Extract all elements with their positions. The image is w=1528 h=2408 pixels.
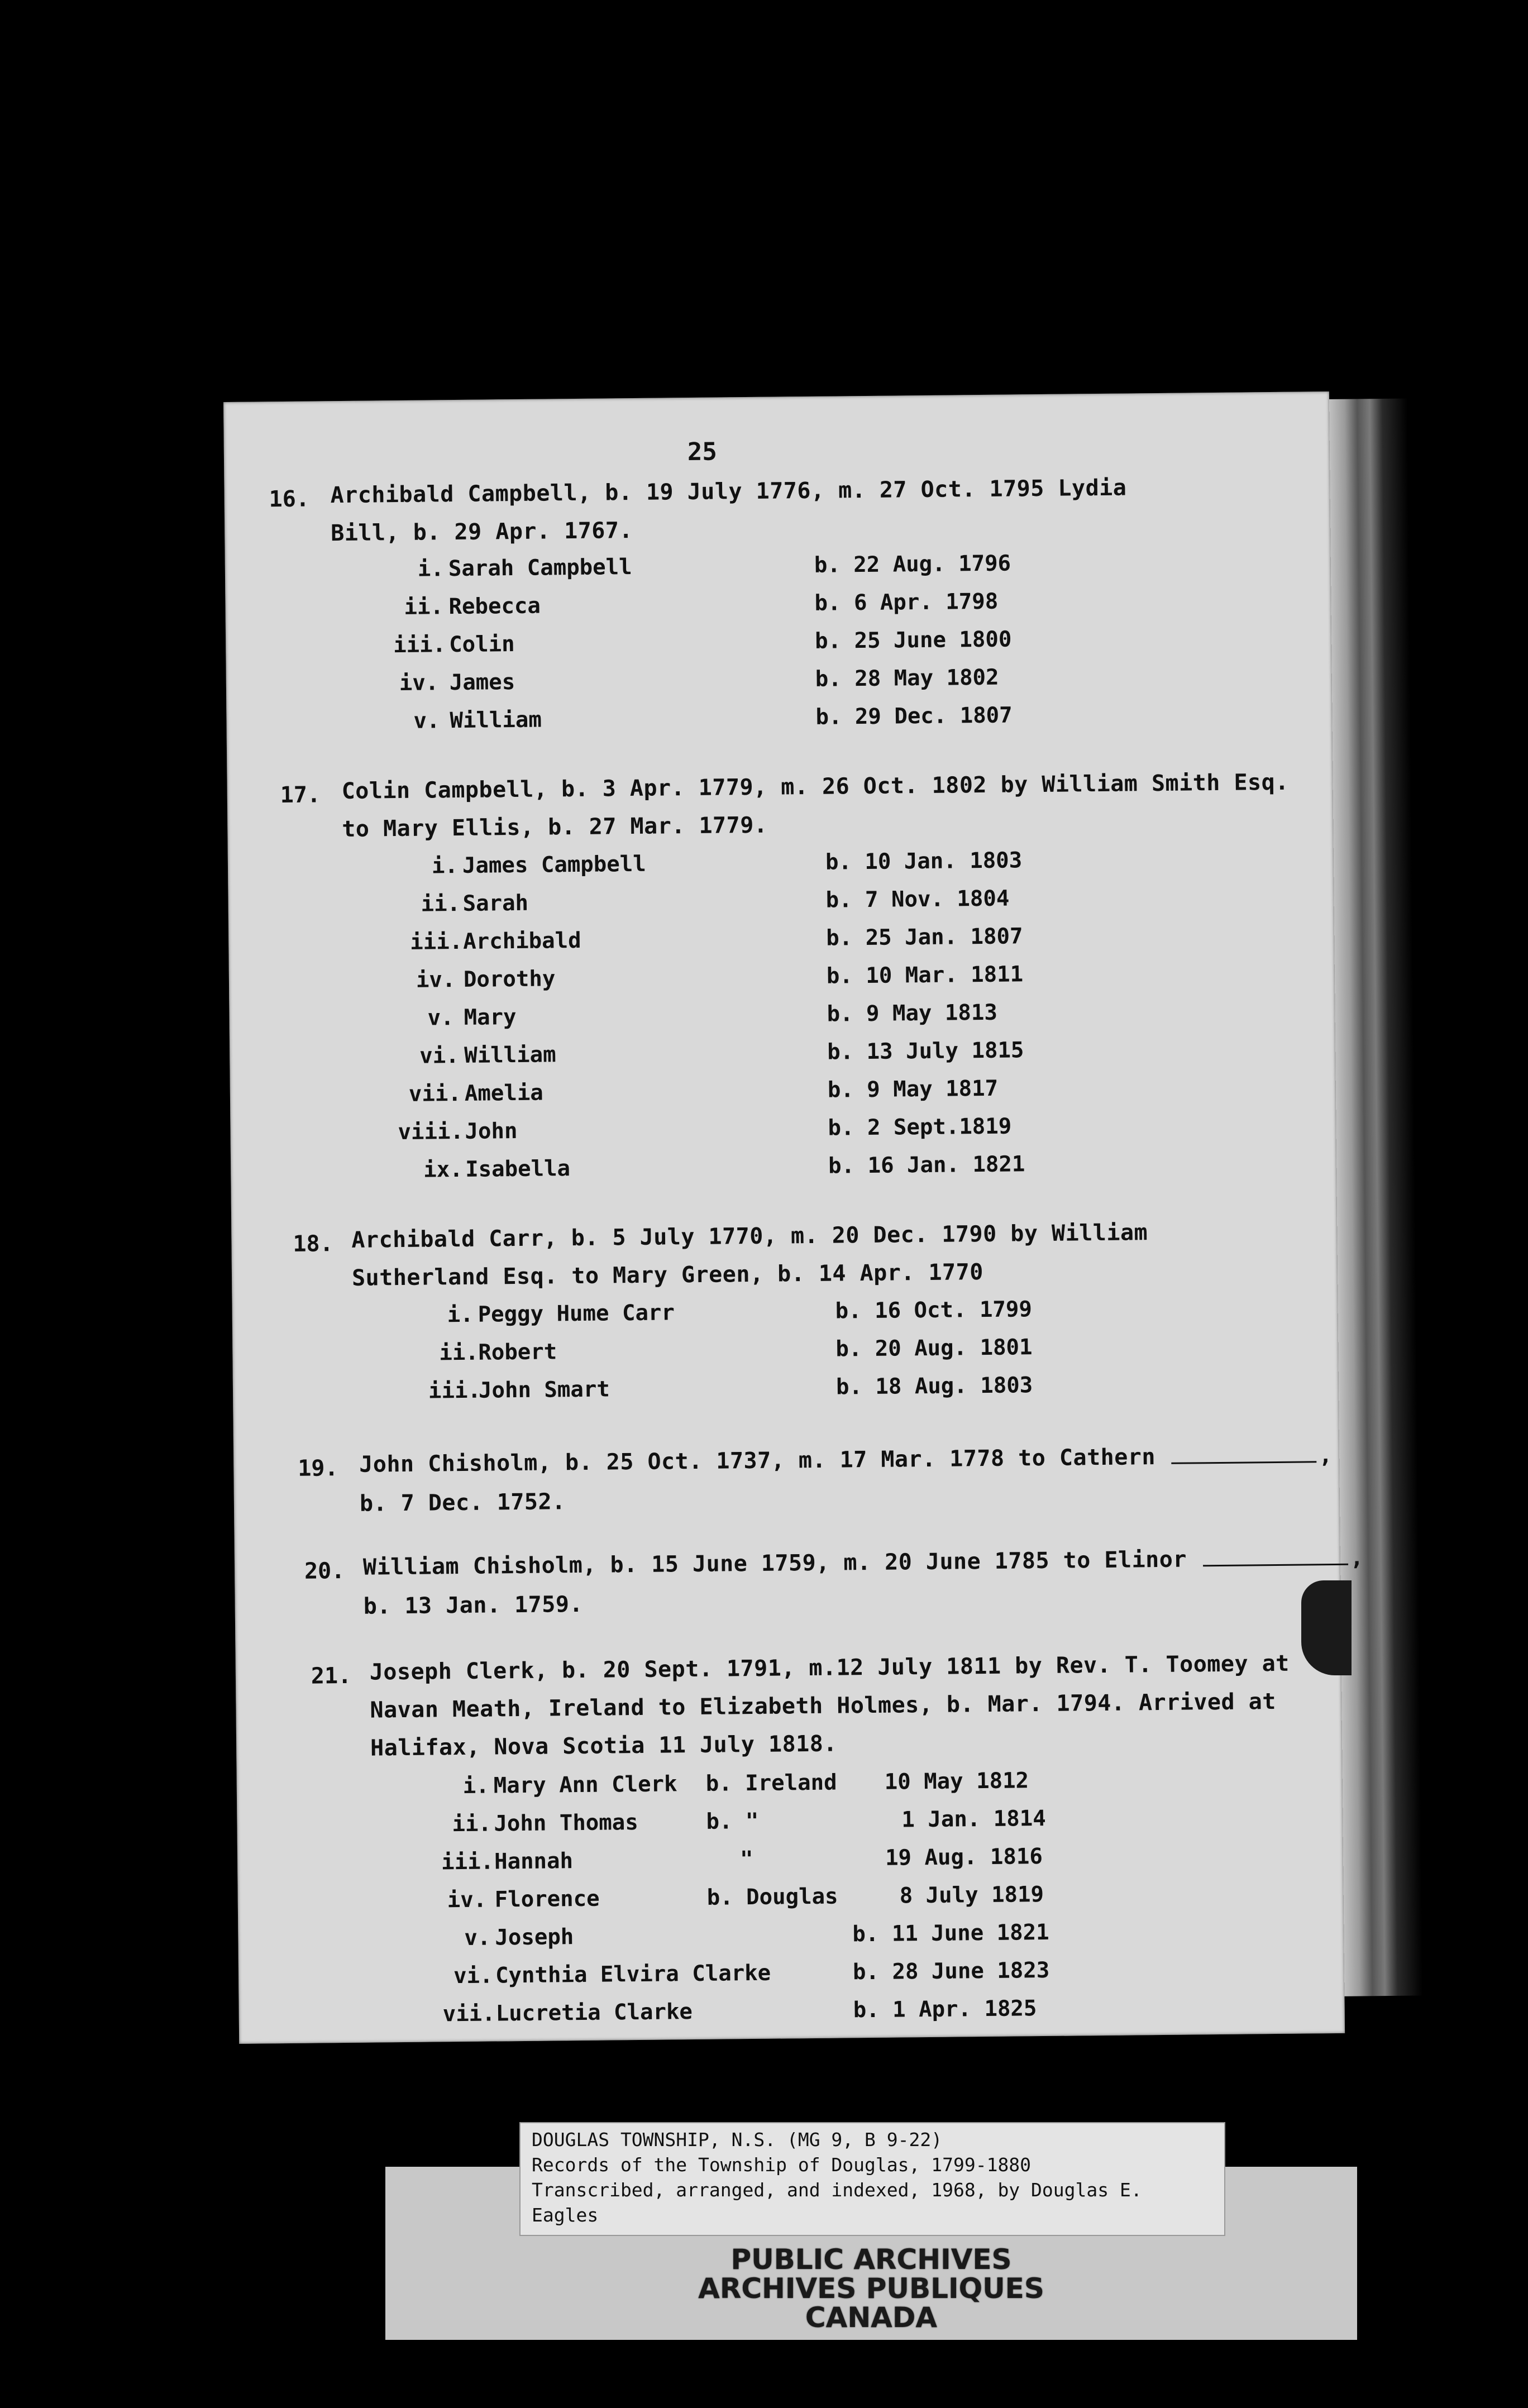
- child-index: i.: [417, 556, 445, 582]
- child-birthplace: b. Douglas: [706, 1884, 838, 1910]
- label-line: Eagles: [532, 2204, 599, 2226]
- child-name: Mary: [464, 1005, 517, 1030]
- page-number: 25: [687, 437, 718, 467]
- entry-line: Halifax, Nova Scotia 11 July 1818.: [370, 1731, 838, 1761]
- child-index: iv.: [447, 1887, 487, 1913]
- label-line: DOUGLAS TOWNSHIP, N.S. (MG 9, B 9-22): [532, 2129, 943, 2151]
- child-name: Peggy Hume Carr: [478, 1300, 675, 1327]
- archive-stamp-line: ARCHIVES PUBLIQUES: [698, 2272, 1044, 2305]
- child-name: Archibald: [463, 928, 581, 954]
- child-name: Rebecca: [448, 593, 541, 620]
- child-name: Joseph: [495, 1924, 574, 1951]
- child-index: iii.: [393, 632, 446, 658]
- child-name: Florence: [494, 1886, 600, 1913]
- entry-number: 17.: [280, 782, 321, 809]
- archive-stamp-line: CANADA: [805, 2301, 938, 2334]
- label-line: Records of the Township of Douglas, 1799-1880: [532, 2154, 1032, 2176]
- child-index: ix.: [423, 1157, 463, 1183]
- child-name: Lucretia Clarke: [495, 1999, 693, 2027]
- entry-line: Colin Campbell, b. 3 Apr. 1779, m. 26 Oct. 1802 by William Smith Esq.: [341, 769, 1290, 804]
- child-index: iv.: [399, 670, 439, 696]
- child-name: John Smart: [478, 1377, 610, 1403]
- page-tab-mark: [1301, 1580, 1352, 1675]
- child-index: iii.: [410, 929, 463, 955]
- child-birth: b. 9 May 1813: [827, 1000, 998, 1027]
- child-name: Colin: [448, 632, 515, 658]
- entry-line: Bill, b. 29 Apr. 1767.: [331, 517, 633, 547]
- child-birth: b. 1 Apr. 1825: [853, 1996, 1037, 2023]
- child-index: vii.: [408, 1081, 462, 1107]
- entry-line: Archibald Campbell, b. 19 July 1776, m. 27 Oct. 1795 Lydia: [330, 475, 1127, 509]
- child-birth: b. 11 June 1821: [852, 1919, 1049, 1947]
- collection-label-card: [519, 2122, 1225, 2236]
- entry-line: John Chisholm, b. 25 Oct. 1737, m. 17 Mar. 1778 to Cathern ,: [359, 1442, 1333, 1478]
- child-birth: b. 18 Aug. 1803: [835, 1373, 1033, 1400]
- entry-line: Archibald Carr, b. 5 July 1770, m. 20 Dec. 1790 by William: [351, 1220, 1148, 1253]
- child-name: Isabella: [465, 1156, 571, 1182]
- child-birth: 8 July 1819: [899, 1882, 1044, 1909]
- child-index: ii.: [421, 891, 461, 917]
- child-index: iv.: [416, 967, 456, 993]
- entry-number: 20.: [304, 1558, 345, 1584]
- entry-number: 21.: [311, 1662, 352, 1689]
- entry-line: William Chisholm, b. 15 June 1759, m. 20 June 1785 to Elinor ,: [362, 1545, 1364, 1580]
- child-birth: 1 Jan. 1814: [901, 1805, 1046, 1833]
- child-birth: b. 28 May 1802: [815, 665, 999, 692]
- label-line: Transcribed, arranged, and indexed, 1968, by Douglas E.: [532, 2179, 1142, 2201]
- entry-line-text: John Chisholm, b. 25 Oct. 1737, m. 17 Mar. 1778 to Cathern: [359, 1444, 1156, 1478]
- child-index: iii.: [428, 1378, 481, 1404]
- child-birth: b. 25 June 1800: [814, 627, 1012, 654]
- entry-number: 16.: [269, 486, 310, 513]
- child-index: ii.: [404, 594, 444, 620]
- child-name: Cynthia Elvira Clarke: [495, 1960, 771, 1989]
- child-index: v.: [464, 1925, 491, 1951]
- child-index: i.: [431, 853, 459, 879]
- archive-stamp-line: PUBLIC ARCHIVES: [730, 2243, 1012, 2276]
- entry-line: to Mary Ellis, b. 27 Mar. 1779.: [342, 812, 768, 842]
- child-name: James: [449, 670, 515, 696]
- entry-line: b. 7 Dec. 1752.: [359, 1489, 566, 1517]
- child-index: ii.: [439, 1340, 479, 1366]
- child-birth: b. 16 Jan. 1821: [828, 1152, 1025, 1179]
- child-birthplace: b. ": [706, 1808, 759, 1834]
- child-birth: b. 2 Sept.1819: [828, 1114, 1012, 1141]
- blank-line: [1172, 1461, 1317, 1464]
- child-index: v.: [427, 1005, 454, 1031]
- child-index: vi.: [453, 1963, 493, 1989]
- child-birth: b. 9 May 1817: [827, 1076, 999, 1103]
- child-name: Mary Ann Clerk: [493, 1771, 677, 1799]
- child-name: Sarah: [462, 890, 529, 916]
- child-name: John: [465, 1119, 518, 1144]
- child-birth: b. 13 July 1815: [827, 1038, 1024, 1065]
- child-birth: b. 25 Jan. 1807: [826, 924, 1023, 951]
- entry-line-text: William Chisholm, b. 15 June 1759, m. 20 June 1785 to Elinor: [362, 1546, 1187, 1580]
- child-name: James Campbell: [462, 851, 646, 878]
- document-page: [223, 391, 1364, 2044]
- child-index: vii.: [442, 2001, 495, 2027]
- child-birth: 19 Aug. 1816: [885, 1844, 1043, 1871]
- blank-line: [1203, 1564, 1348, 1566]
- child-index: i.: [447, 1302, 474, 1328]
- child-index: viii.: [398, 1119, 464, 1145]
- child-birth: b. 10 Mar. 1811: [826, 962, 1024, 989]
- entry-line: Navan Meath, Ireland to Elizabeth Holmes, b. Mar. 1794. Arrived at: [370, 1689, 1277, 1723]
- child-index: iii.: [441, 1849, 494, 1875]
- child-index: i.: [462, 1773, 489, 1799]
- child-name: William: [464, 1042, 556, 1068]
- child-name: John Thomas: [494, 1809, 638, 1837]
- child-name: William: [450, 707, 542, 734]
- child-birth: b. 29 Dec. 1807: [815, 703, 1013, 730]
- entry-number: 18.: [293, 1231, 333, 1257]
- child-birth: b. 10 Jan. 1803: [825, 848, 1023, 875]
- child-name: Amelia: [464, 1080, 544, 1106]
- child-birthplace: ": [739, 1847, 753, 1872]
- entry-number: 19.: [298, 1455, 338, 1482]
- archive-stamp: [385, 2245, 1357, 2332]
- entry-line: Joseph Clerk, b. 20 Sept. 1791, m.12 July 1811 by Rev. T. Toomey at: [369, 1650, 1290, 1685]
- child-index: v.: [413, 708, 440, 734]
- child-index: ii.: [452, 1811, 492, 1837]
- child-birth: b. 28 June 1823: [852, 1957, 1050, 1985]
- child-index: vi.: [419, 1043, 459, 1069]
- child-name: Robert: [478, 1339, 557, 1365]
- child-birth: b. 7 Nov. 1804: [825, 886, 1010, 913]
- child-birth: b. 16 Oct. 1799: [835, 1297, 1033, 1324]
- entry-line: Sutherland Esq. to Mary Green, b. 14 Apr. 1770: [351, 1259, 984, 1291]
- child-birth: b. 20 Aug. 1801: [835, 1335, 1033, 1362]
- child-name: Sarah Campbell: [448, 554, 632, 582]
- child-birth: 10 May 1812: [884, 1768, 1029, 1795]
- child-birth: b. 22 Aug. 1796: [814, 551, 1011, 578]
- child-birthplace: b. Ireland: [705, 1770, 837, 1797]
- child-birth: b. 6 Apr. 1798: [814, 589, 999, 616]
- entry-line: b. 13 Jan. 1759.: [363, 1591, 584, 1619]
- child-name: Hannah: [494, 1848, 574, 1875]
- child-name: Dorothy: [463, 966, 556, 992]
